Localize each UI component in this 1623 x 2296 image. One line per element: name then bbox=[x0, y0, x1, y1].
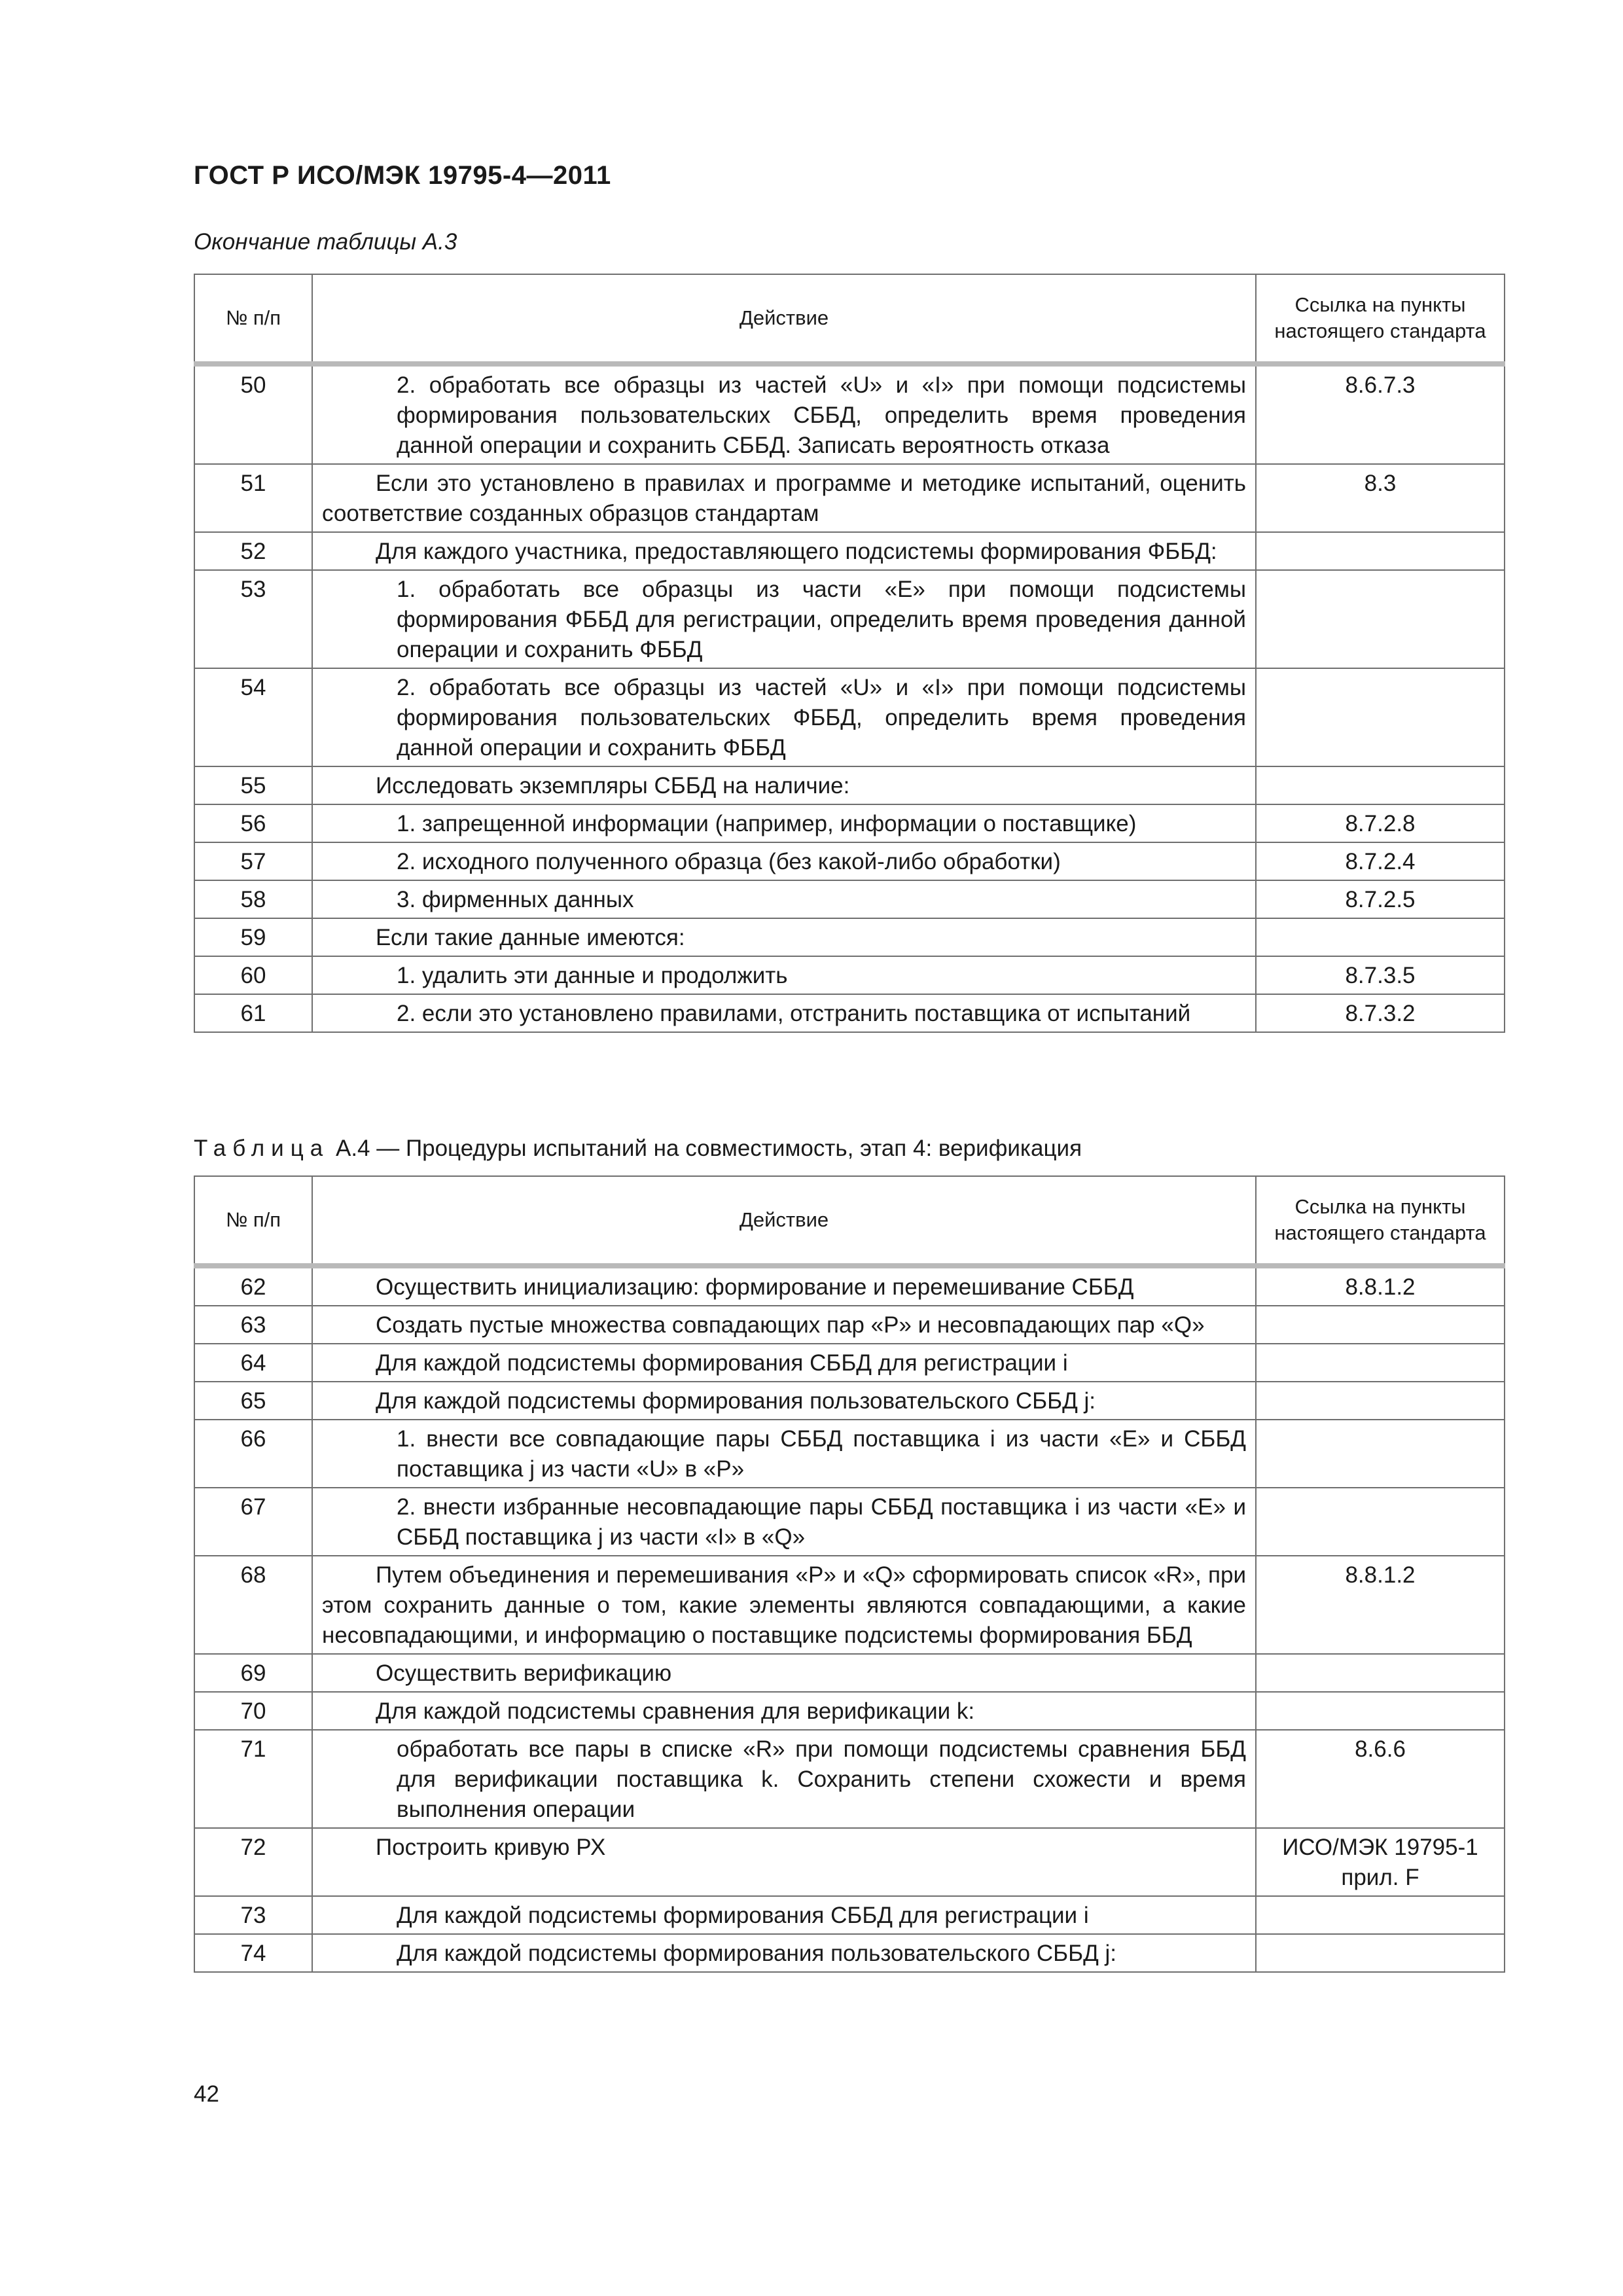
column-header-action: Действие bbox=[312, 1176, 1256, 1266]
table-row bbox=[194, 804, 1505, 842]
table-row bbox=[194, 1896, 1505, 1934]
row-number: 63 bbox=[194, 1306, 312, 1344]
table-a3 bbox=[194, 274, 1505, 1033]
row-reference: 8.7.2.8 bbox=[1256, 804, 1505, 842]
row-reference bbox=[1256, 1896, 1505, 1934]
row-reference bbox=[1256, 1306, 1505, 1344]
table-a3-continuation-caption: Окончание таблицы А.3 bbox=[194, 229, 457, 255]
table-row bbox=[194, 1654, 1505, 1692]
row-number: 64 bbox=[194, 1344, 312, 1382]
row-action: Если такие данные имеются: bbox=[312, 918, 1256, 956]
row-reference: 8.6.7.3 bbox=[1256, 364, 1505, 464]
table-row bbox=[194, 956, 1505, 994]
row-action: 1. обработать все образцы из части «E» при помощи подсистемы формирования ФББД для регистрации, определить время проведения данной операции и сохранить ФББД bbox=[312, 570, 1256, 668]
row-action: Для каждой подсистемы формирования пользовательского СББД j: bbox=[312, 1382, 1256, 1420]
table-row bbox=[194, 1556, 1505, 1654]
row-action: Исследовать экземпляры СББД на наличие: bbox=[312, 766, 1256, 804]
row-reference: 8.7.2.5 bbox=[1256, 880, 1505, 918]
table-header-row bbox=[194, 274, 1505, 364]
table-label: Таблица bbox=[194, 1136, 330, 1161]
row-reference bbox=[1256, 668, 1505, 766]
table-row bbox=[194, 364, 1505, 464]
row-action: 3. фирменных данных bbox=[312, 880, 1256, 918]
row-number: 51 bbox=[194, 464, 312, 532]
row-number: 71 bbox=[194, 1730, 312, 1828]
row-reference: 8.3 bbox=[1256, 464, 1505, 532]
row-number: 68 bbox=[194, 1556, 312, 1654]
row-reference: 8.8.1.2 bbox=[1256, 1556, 1505, 1654]
row-action: 1. внести все совпадающие пары СББД поставщика i из части «E» и СББД поставщика j из части «U» в «P» bbox=[312, 1420, 1256, 1488]
row-number: 74 bbox=[194, 1934, 312, 1972]
table-a4-caption bbox=[194, 1136, 1082, 1162]
row-reference bbox=[1256, 1654, 1505, 1692]
row-number: 61 bbox=[194, 994, 312, 1032]
table-a3-body bbox=[194, 364, 1505, 1032]
row-number: 54 bbox=[194, 668, 312, 766]
row-action: Для каждого участника, предоставляющего подсистемы формирования ФББД: bbox=[312, 532, 1256, 570]
row-number: 70 bbox=[194, 1692, 312, 1730]
row-action: обработать все пары в списке «R» при помощи подсистемы сравнения ББД для верификации поставщика k. Сохранить степени схожести и время выполнения операции bbox=[312, 1730, 1256, 1828]
table-row bbox=[194, 1934, 1505, 1972]
table-row bbox=[194, 918, 1505, 956]
row-number: 59 bbox=[194, 918, 312, 956]
table-a4-title: А.4 — Процедуры испытаний на совместимость, этап 4: верификация bbox=[335, 1136, 1082, 1161]
row-reference: 8.7.3.5 bbox=[1256, 956, 1505, 994]
table-row bbox=[194, 880, 1505, 918]
column-header-action: Действие bbox=[312, 274, 1256, 364]
row-action: Для каждой подсистемы формирования СББД для регистрации i bbox=[312, 1896, 1256, 1934]
row-reference bbox=[1256, 1692, 1505, 1730]
row-number: 56 bbox=[194, 804, 312, 842]
table-a4 bbox=[194, 1175, 1505, 1973]
row-action: Путем объединения и перемешивания «P» и «Q» сформировать список «R», при этом сохранить данные о том, какие элементы являются совпадающими, а какие несовпадающими, и информацию о поставщике подсистемы формирования ББД bbox=[312, 1556, 1256, 1654]
row-reference: 8.8.1.2 bbox=[1256, 1266, 1505, 1306]
row-number: 53 bbox=[194, 570, 312, 668]
row-reference: 8.7.2.4 bbox=[1256, 842, 1505, 880]
table-row bbox=[194, 1382, 1505, 1420]
table-row bbox=[194, 1692, 1505, 1730]
row-number: 65 bbox=[194, 1382, 312, 1420]
row-number: 66 bbox=[194, 1420, 312, 1488]
row-number: 69 bbox=[194, 1654, 312, 1692]
row-number: 62 bbox=[194, 1266, 312, 1306]
row-action: 2. внести избранные несовпадающие пары СББД поставщика i из части «E» и СББД поставщика j из части «I» в «Q» bbox=[312, 1488, 1256, 1556]
row-reference bbox=[1256, 1382, 1505, 1420]
row-action: 2. обработать все образцы из частей «U» и «I» при помощи подсистемы формирования пользовательских СББД, определить время проведения данной операции и сохранить СББД. Записать вероятность отказа bbox=[312, 364, 1256, 464]
row-action: 2. исходного полученного образца (без какой-либо обработки) bbox=[312, 842, 1256, 880]
column-header-num: № п/п bbox=[194, 274, 312, 364]
row-action: Для каждой подсистемы сравнения для верификации k: bbox=[312, 1692, 1256, 1730]
row-reference bbox=[1256, 766, 1505, 804]
document-title: ГОСТ Р ИСО/МЭК 19795-4—2011 bbox=[194, 161, 611, 190]
row-number: 55 bbox=[194, 766, 312, 804]
table-row bbox=[194, 570, 1505, 668]
row-reference: 8.6.6 bbox=[1256, 1730, 1505, 1828]
row-action: 2. обработать все образцы из частей «U» и «I» при помощи подсистемы формирования пользовательских ФББД, определить время проведения данной операции и сохранить ФББД bbox=[312, 668, 1256, 766]
table-row bbox=[194, 1730, 1505, 1828]
column-header-num: № п/п bbox=[194, 1176, 312, 1266]
row-reference: ИСО/МЭК 19795-1 прил. F bbox=[1256, 1828, 1505, 1896]
page-number: 42 bbox=[194, 2081, 219, 2107]
row-number: 52 bbox=[194, 532, 312, 570]
row-reference: 8.7.3.2 bbox=[1256, 994, 1505, 1032]
row-action: Построить кривую РХ bbox=[312, 1828, 1256, 1896]
row-number: 60 bbox=[194, 956, 312, 994]
row-number: 73 bbox=[194, 1896, 312, 1934]
table-header-row bbox=[194, 1176, 1505, 1266]
table-row bbox=[194, 1420, 1505, 1488]
row-action: Если это установлено в правилах и программе и методике испытаний, оценить соответствие созданных образцов стандартам bbox=[312, 464, 1256, 532]
row-reference bbox=[1256, 918, 1505, 956]
row-action: 2. если это установлено правилами, отстранить поставщика от испытаний bbox=[312, 994, 1256, 1032]
table-row bbox=[194, 1488, 1505, 1556]
row-action: Для каждой подсистемы формирования пользовательского СББД j: bbox=[312, 1934, 1256, 1972]
table-row bbox=[194, 1344, 1505, 1382]
row-reference bbox=[1256, 1934, 1505, 1972]
table-row bbox=[194, 1306, 1505, 1344]
row-action: 1. запрещенной информации (например, информации о поставщике) bbox=[312, 804, 1256, 842]
table-row bbox=[194, 464, 1505, 532]
row-action: Осуществить инициализацию: формирование и перемешивание СББД bbox=[312, 1266, 1256, 1306]
row-reference bbox=[1256, 1488, 1505, 1556]
row-number: 72 bbox=[194, 1828, 312, 1896]
table-row bbox=[194, 532, 1505, 570]
table-row bbox=[194, 842, 1505, 880]
row-reference bbox=[1256, 1344, 1505, 1382]
row-action: 1. удалить эти данные и продолжить bbox=[312, 956, 1256, 994]
column-header-ref: Ссылка на пункты настоящего стандарта bbox=[1256, 1176, 1505, 1266]
table-row bbox=[194, 994, 1505, 1032]
row-action: Осуществить верификацию bbox=[312, 1654, 1256, 1692]
table-row bbox=[194, 766, 1505, 804]
row-reference bbox=[1256, 1420, 1505, 1488]
column-header-ref: Ссылка на пункты настоящего стандарта bbox=[1256, 274, 1505, 364]
row-reference bbox=[1256, 570, 1505, 668]
table-row bbox=[194, 1266, 1505, 1306]
row-reference bbox=[1256, 532, 1505, 570]
row-number: 67 bbox=[194, 1488, 312, 1556]
table-a4-body bbox=[194, 1266, 1505, 1972]
row-action: Для каждой подсистемы формирования СББД для регистрации i bbox=[312, 1344, 1256, 1382]
row-number: 58 bbox=[194, 880, 312, 918]
row-number: 50 bbox=[194, 364, 312, 464]
row-number: 57 bbox=[194, 842, 312, 880]
row-action: Создать пустые множества совпадающих пар «P» и несовпадающих пар «Q» bbox=[312, 1306, 1256, 1344]
table-row bbox=[194, 668, 1505, 766]
table-row bbox=[194, 1828, 1505, 1896]
